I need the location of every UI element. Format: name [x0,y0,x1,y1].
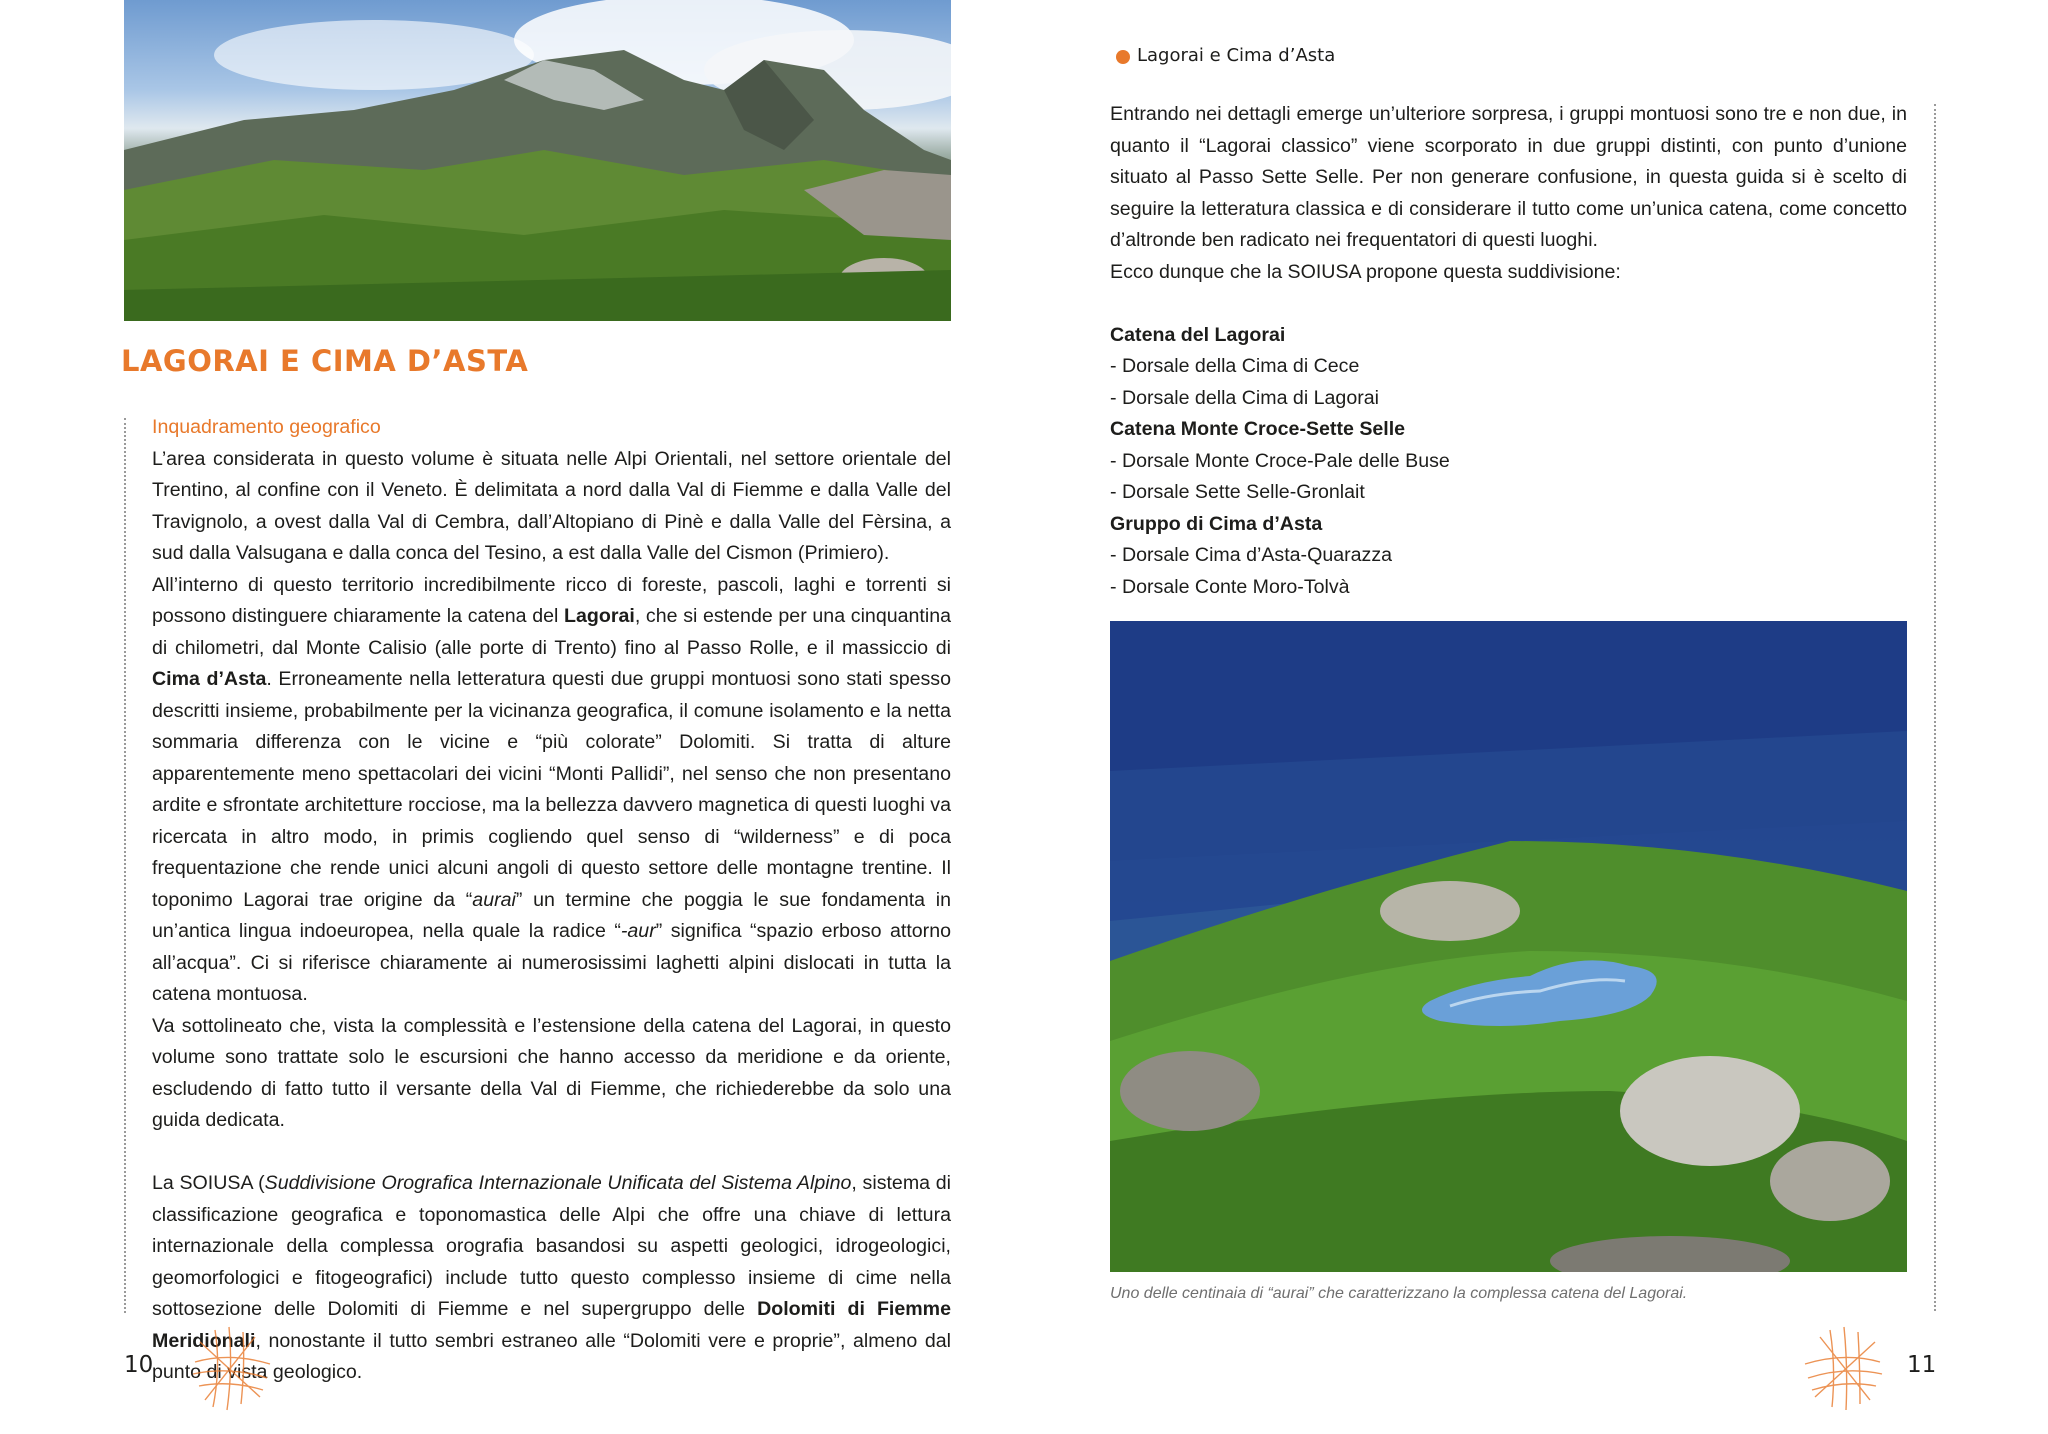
running-header: Lagorai e Cima d’Asta [1137,45,1336,66]
header-bullet-icon [1116,50,1130,64]
subheading: Inquadramento geografico [152,416,381,438]
intro-paragraph-2: Ecco dunque che la SOIUSA propone questa suddivisione: [1110,260,1621,283]
lake-photo [1110,621,1907,1272]
right-body-text [1110,99,1907,603]
list-item: - Dorsale Conte Moro-Tolvà [1110,575,1350,598]
paragraph-2: All’interno di questo territorio incredibilmente ricco di foreste, pascoli, laghi e torrenti si possono distinguere chiaramente la catena del Lagorai, che si estende per una cinquantina di chilometri, dal Monte Calisio (alle porte di Trento) fino al Passo Rolle, e il massiccio di Cima d’Asta. Erroneamente nella letteratura questi due gruppi montuosi sono stati spesso descritti insieme, probabilmente per la vicinanza geografica, il comune isolamento e la netta sommaria differenza con le vicine e “più colorate” Dolomiti. Si tratta di alture apparentemente meno spettacolari dei vicini “Monti Pallidi”, nel senso che non presentano ardite e sfrontate architetture rocciose, ma la bellezza davvero magnetica di questi luoghi va ricercata in altro modo, in primis cogliendo quel senso di “wilderness” e di poca frequentazione che rende unici alcuni angoli di questo settore delle montagne trentine. Il toponimo Lagorai trae origine da “aurai” un termine che poggia le sue fondamenta in un’antica lingua indoeuropea, nella quale la radice “-aur” significa “spazio erboso attorno all’acqua”. Ci si riferisce chiaramente ai numerosissimi laghetti alpini dislocati in tutta la catena montuosa. [152,573,952,1005]
list-item: - Dorsale Cima d’Asta-Quarazza [1110,544,1393,566]
intro-paragraph: Entrando nei dettagli emerge un’ulteriore sorpresa, i gruppi montuosi sono tre e non due, in quanto il “Lagorai classico” viene scorporato in due gruppi distinti, con punto d’unione situato al Passo Sette Selle. Per non generare confusione, in questa guida si è scelto di seguire la letteratura classica e di considerare il tutto come un’unica catena, come concetto d’altronde ben radicato nei frequentatori di questi luoghi. [1110,103,1907,251]
group-name: Catena Monte Croce-Sette Selle [1110,418,1406,440]
list-item: - Dorsale Sette Selle-Gronlait [1110,481,1365,503]
group-name: Gruppo di Cima d’Asta [1110,512,1323,535]
paragraph-1: L’area considerata in questo volume è situata nelle Alpi Orientali, nel settore orientale del Trentino, al confine con il Veneto. È delimitata a nord dalla Val di Fiemme e dalla Valle del Travignolo, a ovest dalla Val di Cembra, dall’Altopiano di Pinè e dalla Valle del Fèrsina, a sud dalla Valsugana e dalla conca del Tesino, a est dalla Valle del Cismon (Primiero). [152,447,951,564]
list-item: - Dorsale della Cima di Cece [1110,355,1360,377]
paragraph-4: La SOIUSA (Suddivisione Orografica Internazionale Unificata del Sistema Alpino, sistema di classificazione geografica e toponomastica delle Alpi che offre una chiave di lettura internazionale della complessa orografia basandosi su aspetti geologici, idrogeologici, geomorfologici e fitogeografici) include tutto questo complesso insieme di cime nella sottosezione delle Dolomiti di Fiemme e nel supergruppo delle Dolomiti di Fiemme Meridionali, nonostante il tutto sembri estraneo alle “Dolomiti vere e proprie”, almeno dal punto di vista geologico. [152,1172,951,1383]
paragraph-3: Va sottolineato che, vista la complessità e l’estensione della catena del Lagorai, in questo volume sono trattate solo le escursioni che hanno accesso da meridione e da oriente, escludendo di fatto tutto il versante della Val di Fiemme, che richiederebbe da solo una guida dedicata. [152,1014,951,1131]
list-item: - Dorsale della Cima di Lagorai [1110,386,1379,409]
page-number-right: 11 [1907,1352,1937,1378]
page-number-left: 10 [124,1352,154,1378]
list-item: - Dorsale Monte Croce-Pale delle Buse [1110,449,1450,472]
chapter-title: LAGORAI E CIMA D’ASTA [121,344,529,378]
compass-rose-icon [1800,1322,1890,1412]
photo-caption: Uno delle centinaia di “aurai” che caratterizzano la complessa catena del Lagorai. [1110,1285,1688,1302]
group-name: Catena del Lagorai [1110,323,1286,346]
right-margin-rule [1934,104,1936,1311]
soiusa-list [1110,320,1907,604]
